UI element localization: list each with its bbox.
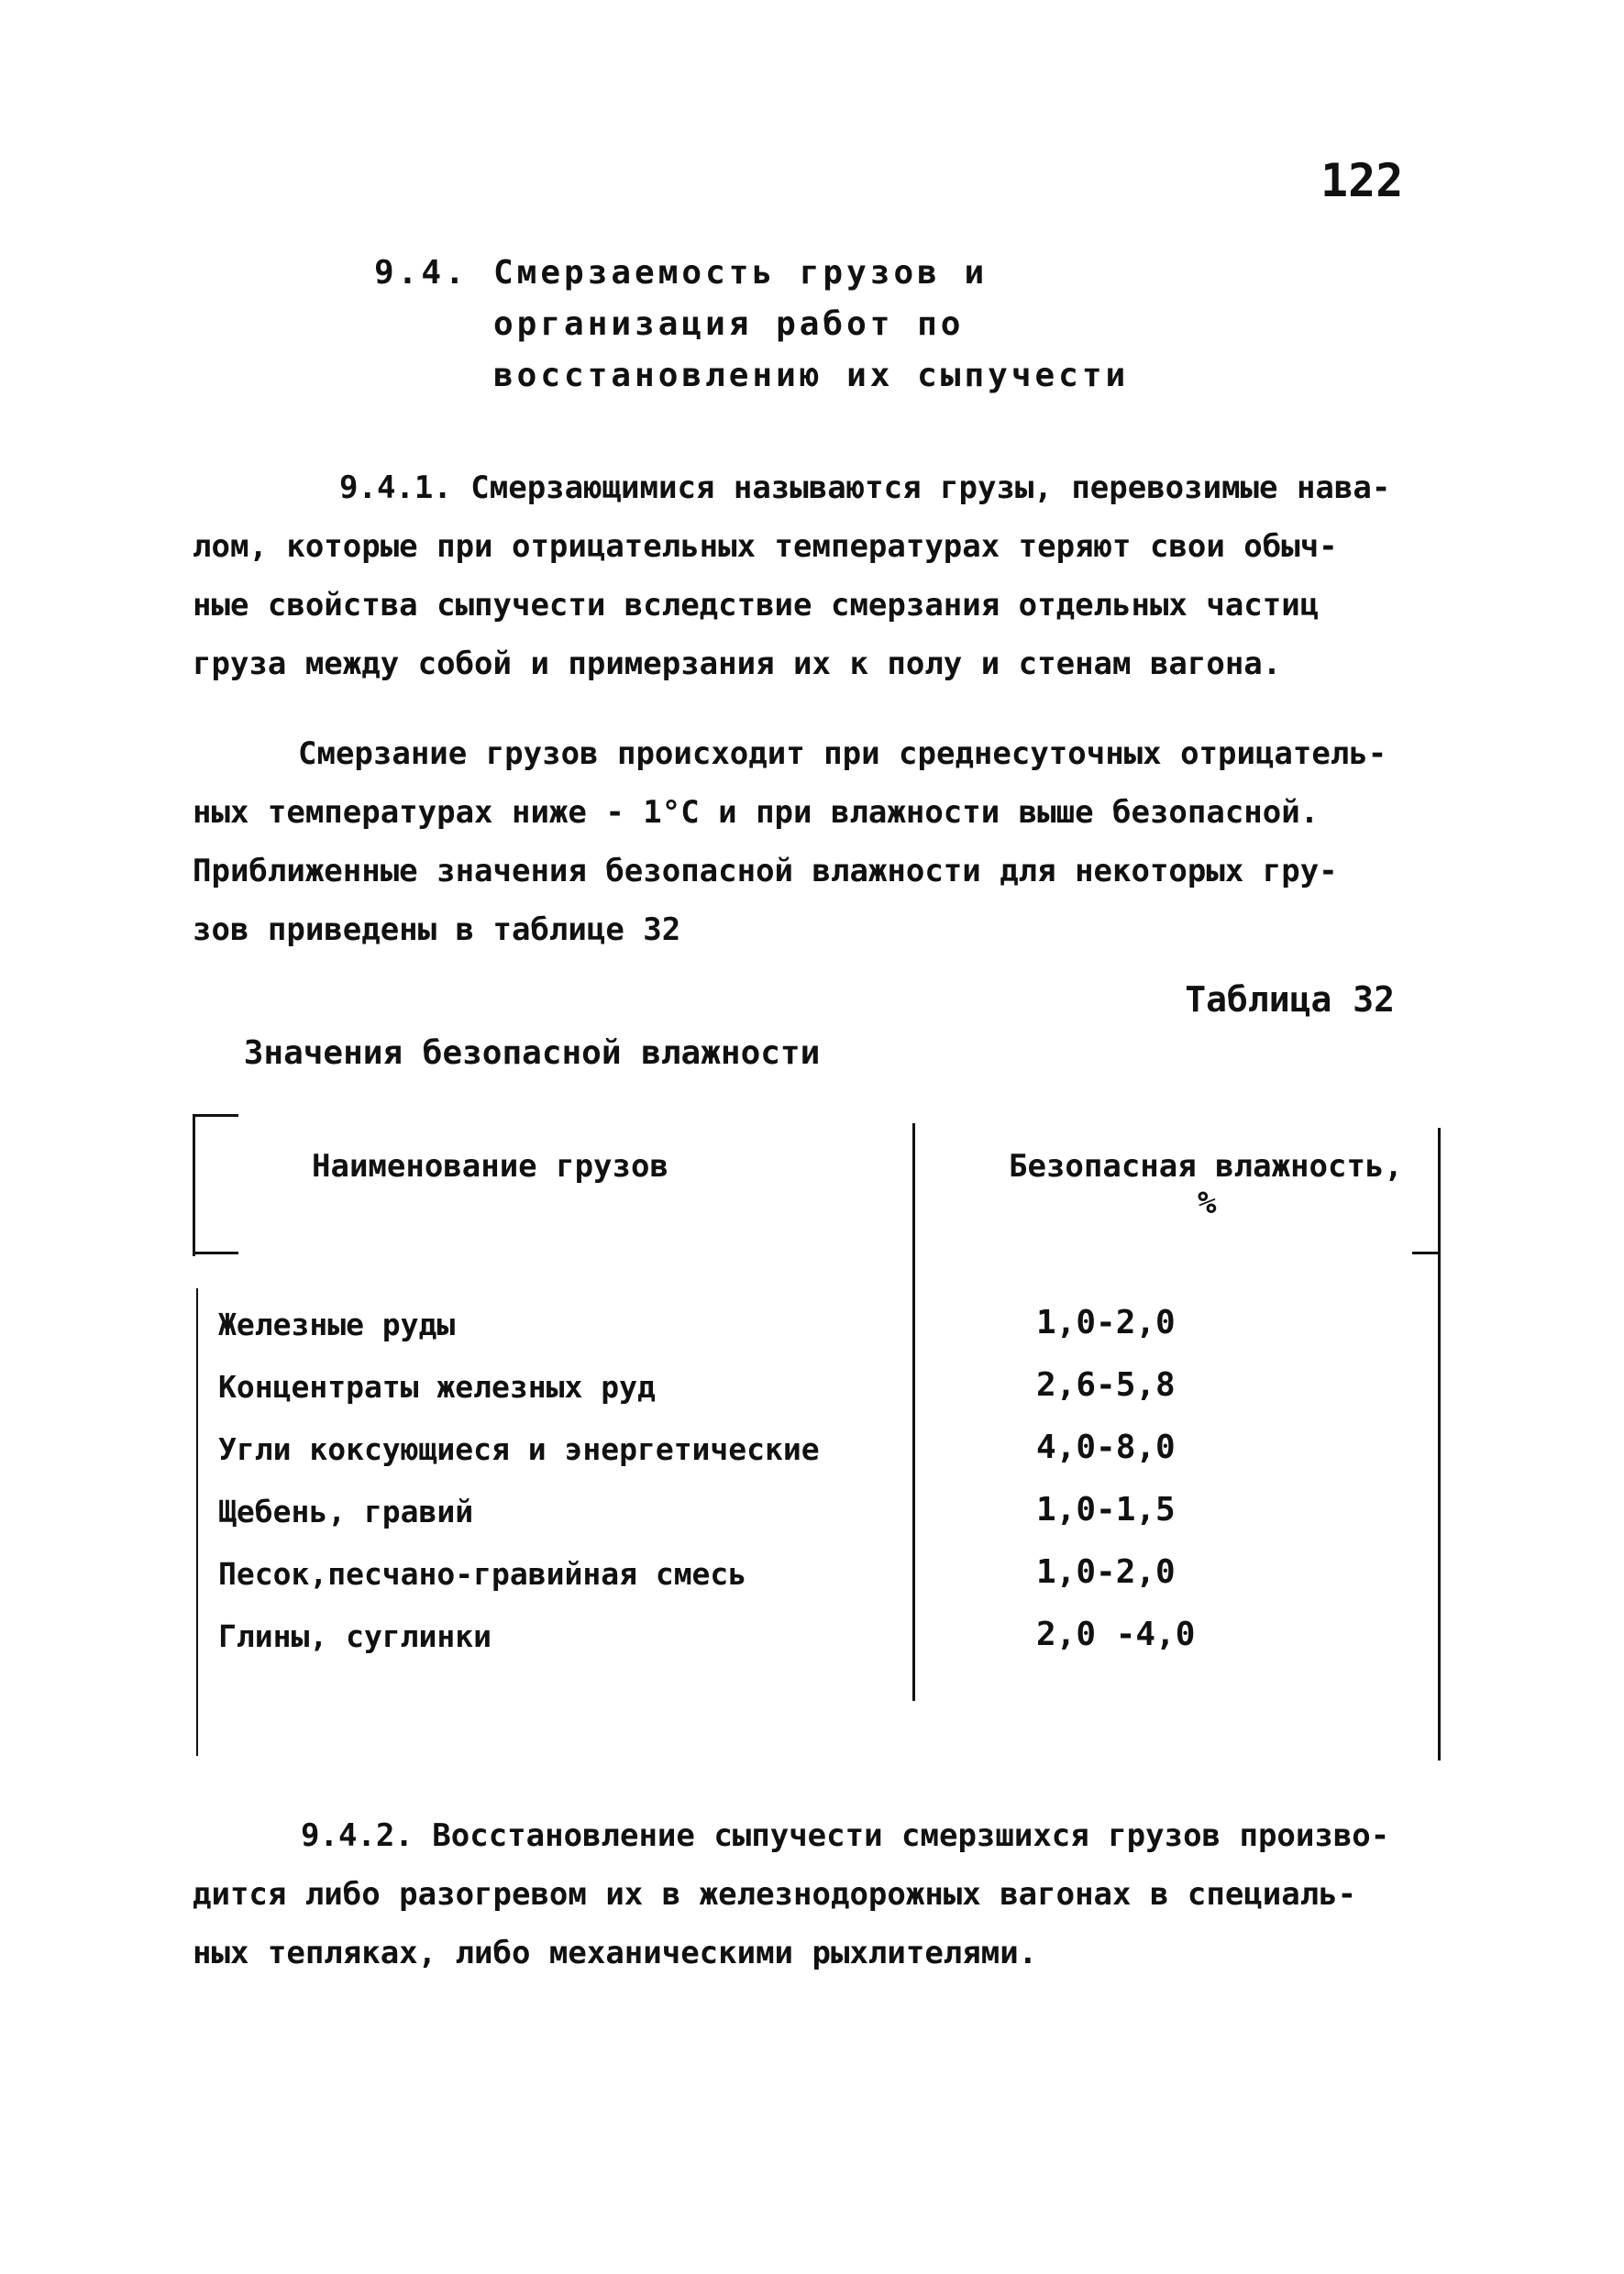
paragraph-line: дится либо разогревом их в железнодорожных вагонах в специаль- [193,1876,1357,1913]
paragraph-9-4-1 [193,458,1390,693]
table-row-value: 2,6-5,8 [1036,1366,1176,1404]
paragraph-line: ные свойства сыпучести вследствие смерзания отдельных частиц [193,587,1320,624]
table-header-rule-right [1412,1252,1440,1254]
table-row-name: Угли коксующиеся и энергетические [218,1431,820,1467]
table-row-value: 2,0 -4,0 [1036,1616,1196,1653]
paragraph-line: ных температурах ниже - 1°С и при влажности выше безопасной. [193,794,1320,831]
paragraph-line: Приближенные значения безопасной влажности для некоторых гру- [193,853,1338,889]
paragraph-line: 9.4.1. Смерзающимися называются грузы, перевозимые нава- [339,469,1391,506]
table-left-border [196,1288,198,1756]
paragraph-line: зов приведены в таблице 32 [193,911,681,948]
table-row-name: Железные руды [218,1307,456,1342]
column-header-value: Безопасная влажность, [1009,1148,1403,1185]
paragraph-line: груза между собой и примерзания их к полу и стенам вагона. [193,646,1282,682]
table-column-divider [912,1123,915,1701]
table-row-name: Концентраты железных руд [218,1369,656,1405]
table-row-name: Щебень, гравий [218,1494,474,1529]
paragraph-line: лом, которые при отрицательных температурах теряют свои обыч- [193,528,1338,565]
table-row-value: 1,0-1,5 [1036,1491,1176,1529]
paragraph-line: ных тепляках, либо механическими рыхлителями. [193,1935,1038,1971]
section-number: 9.4. [374,254,469,292]
table-right-border [1438,1128,1441,1761]
column-header-unit: % [1198,1185,1217,1221]
paragraph-9-4-2 [193,1806,1389,1982]
section-heading [374,248,1129,402]
page-number: 122 [1320,154,1404,207]
table-left-border-top [193,1114,195,1256]
table-row-value: 1,0-2,0 [1036,1553,1176,1591]
paragraph-conditions [193,724,1386,959]
section-title-line-1: Смерзаемость грузов и [493,254,989,292]
table-row-value: 1,0-2,0 [1036,1304,1176,1341]
table-row-value: 4,0-8,0 [1036,1429,1176,1466]
section-title-line-3: восстановлению их сыпучести [493,357,1130,394]
paragraph-line: 9.4.2. Восстановление сыпучести смерзшихся грузов произво- [301,1817,1390,1854]
section-title-line-2: организация работ по [493,305,965,343]
table-number-label: Таблица 32 [1185,979,1395,1020]
table-title: Значения безопасной влажности [243,1034,821,1072]
table-row-name: Песок,песчано-гравийная смесь [218,1556,747,1592]
paragraph-line: Смерзание грузов происходит при среднесуточных отрицатель- [298,735,1387,772]
table-corner-tl [193,1114,238,1117]
table-header-rule-left [193,1252,238,1254]
column-header-name: Наименование грузов [312,1148,668,1185]
table-row-name: Глины, суглинки [218,1618,492,1654]
